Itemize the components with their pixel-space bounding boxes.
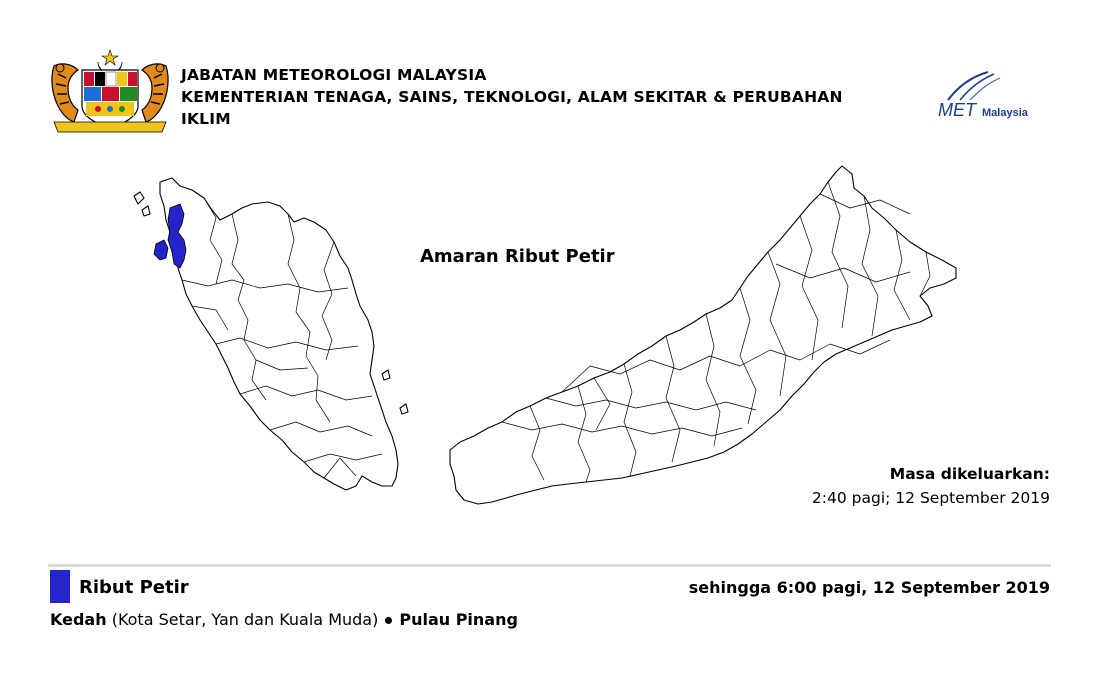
issued-time-label: Masa dikeluarkan: xyxy=(889,465,1050,483)
legend-swatch-thunderstorm xyxy=(50,570,70,603)
met-logo-subtext: Malaysia xyxy=(982,107,1028,119)
ministry-name-continued: IKLIM xyxy=(181,110,231,128)
issued-time xyxy=(812,462,1050,510)
met-logo-text: MET xyxy=(938,100,976,120)
map-title: Amaran Ribut Petir xyxy=(420,246,615,267)
issued-time-value: 2:40 pagi; 12 September 2019 xyxy=(811,489,1050,507)
affected-areas xyxy=(50,610,518,629)
peninsular-malaysia xyxy=(160,178,398,490)
affected-state-pulau-pinang: Pulau Pinang xyxy=(399,610,518,629)
met-malaysia-logo xyxy=(934,70,1046,120)
ministry-name: KEMENTERIAN TENAGA, SAINS, TEKNOLOGI, ALAM SEKITAR & PERUBAHAN xyxy=(181,88,843,106)
legend-label: Ribut Petir xyxy=(79,577,189,598)
divider xyxy=(48,564,1051,567)
warning-area-pulau-pinang xyxy=(154,240,168,260)
agency-header xyxy=(181,64,843,130)
malaysia-warning-map xyxy=(120,160,970,510)
east-malaysia xyxy=(450,166,956,504)
warning-area-kedah-penang xyxy=(154,204,186,268)
bullet-separator xyxy=(385,617,392,624)
malaysia-coat-of-arms-icon xyxy=(48,48,172,134)
valid-until: sehingga 6:00 pagi, 12 September 2019 xyxy=(688,578,1050,597)
affected-state-kedah: Kedah xyxy=(50,610,107,629)
affected-districts-kedah: (Kota Setar, Yan dan Kuala Muda) xyxy=(111,610,379,629)
agency-name: JABATAN METEOROLOGI MALAYSIA xyxy=(181,66,487,84)
